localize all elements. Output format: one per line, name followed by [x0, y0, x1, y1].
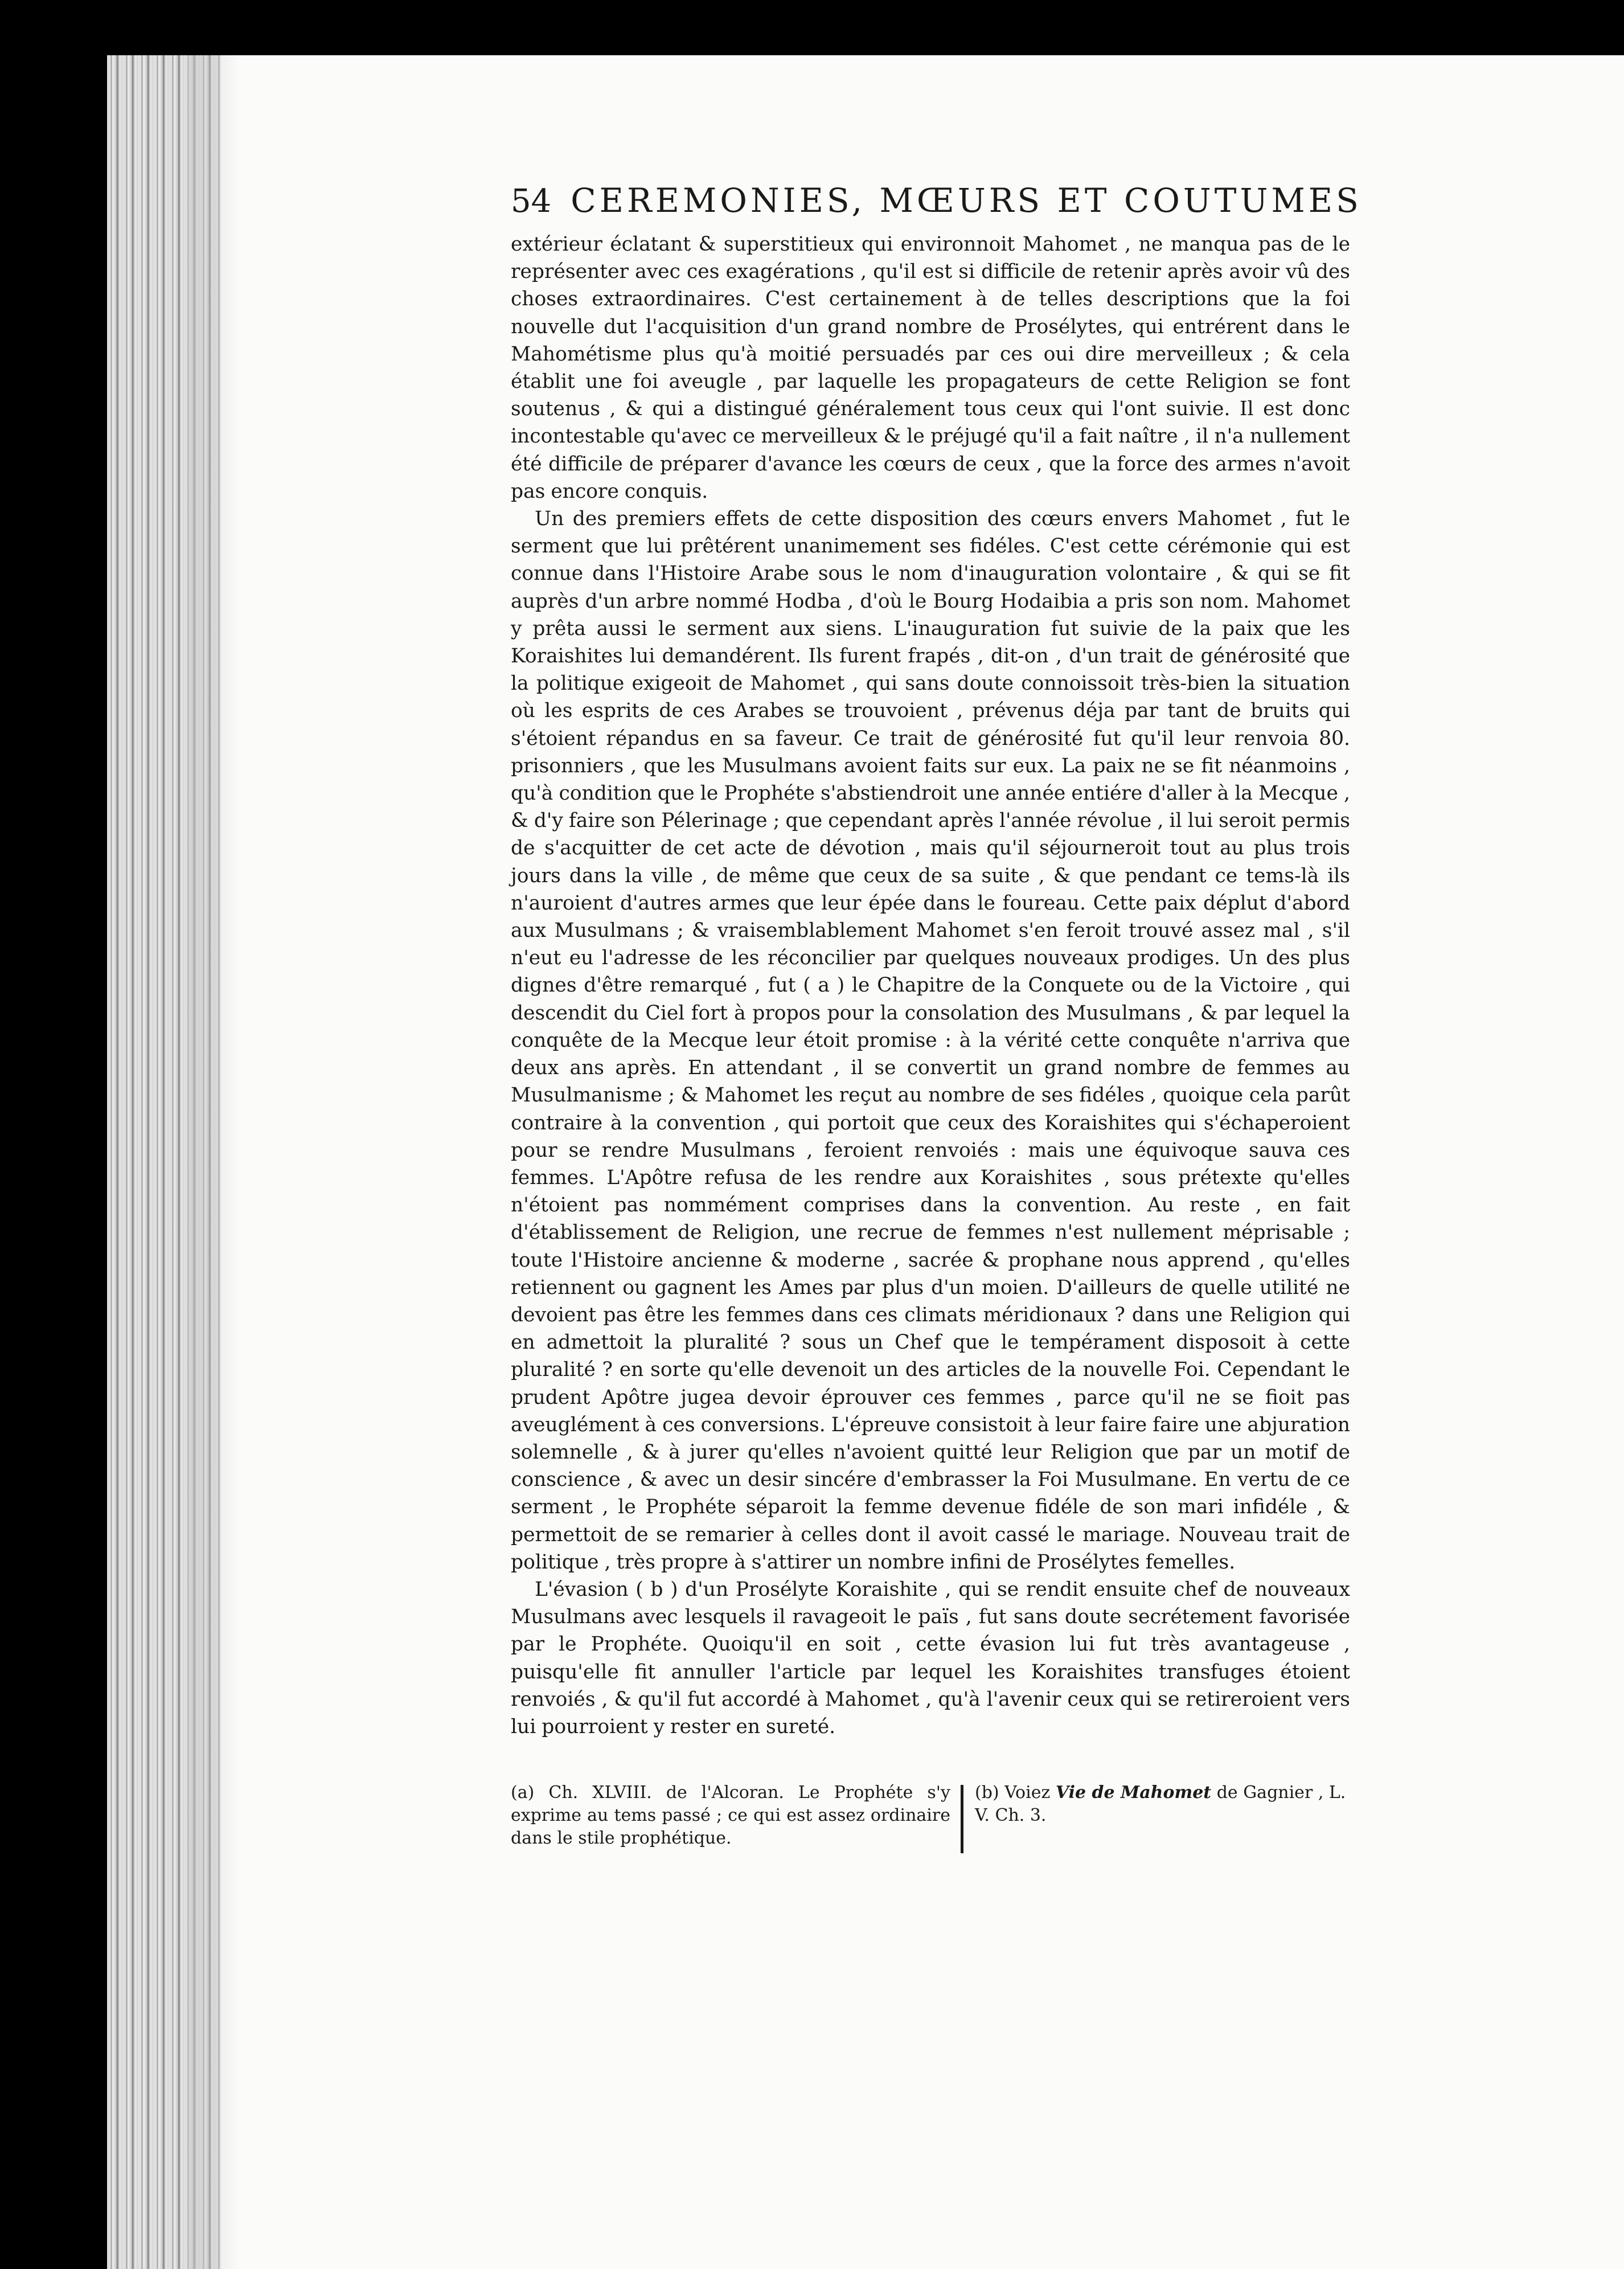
page-header	[511, 181, 1362, 227]
footnote-a: (a) Ch. XLVIII. de l'Alcoran. Le Prophéte s'y exprime au tems passé ; ce qui est assez ordinaire dans le stile prophétique.	[511, 1783, 950, 1848]
footnote-b-title: Vie de Mahomet	[1055, 1783, 1212, 1803]
paragraph-2: Un des premiers effets de cette disposition des cœurs envers Mahomet , fut le serment que lui prêtérent unanimement ses fidéles. C'est cette cérémonie qui est connue dans l'Histoire Arabe sous le nom d'inauguration volontaire , & qui se fit auprès d'un arbre nommé Hodba , d'où le Bourg Hodaibia a pris son nom. Mahomet y prêta aussi le serment aux siens. L'inauguration fut suivie de la paix que les Koraishites lui demandérent. Ils furent frapés , dit-on , d'un trait de générosité que la politique exigeoit de Mahomet , qui sans doute connoissoit très-bien la situation où les esprits de ces Arabes se trouvoient , prévenus déja par tant de bruits qui s'étoient répandus en sa faveur. Ce trait de générosité fut qu'il leur renvoia 80. prisonniers , que les Musulmans avoient faits sur eux. La paix ne se fit néanmoins , qu'à condition que le Prophéte s'abstiendroit une année entiére d'aller à la Mecque , & d'y faire son Pélerinage ; que cependant après l'année révolue , il lui seroit permis de s'acquitter de cet acte de dévotion , mais qu'il séjourneroit tout au plus trois jours dans la ville , de même que ceux de sa suite , & que pendant ce tems-là ils n'auroient d'autres armes que leur épée dans le foureau. Cette paix déplut d'abord aux Musulmans ; & vraisemblablement Mahomet s'en feroit trouvé assez mal , s'il n'eut eu l'adresse de les réconcilier par quelques nouveaux prodiges. Un des plus dignes d'être remarqué , fut ( a ) le Chapitre de la Conquete ou de la Victoire , qui descendit du Ciel fort à propos pour la consolation des Musulmans , & par lequel la conquête de la Mecque leur étoit promise : à la vérité cette conquête n'arriva que deux ans après. En attendant , il se convertit un grand nombre de femmes au Musulmanisme ; & Mahomet les reçut au nombre de ses fidéles , quoique cela parût contraire à la convention , qui portoit que ceux des Koraishites qui s'échaperoient pour se rendre Musulmans , feroient renvoiés : mais une équivoque sauva ces femmes. L'Apôtre refusa de les rendre aux Koraishites , sous prétexte qu'elles n'étoient pas nommément comprises dans la convention. Au reste , en fait d'établissement de Religion, une recrue de femmes n'est nullement méprisable ; toute l'Histoire ancienne & moderne , sacrée & prophane nous apprend , qu'elles retiennent ou gagnent les Ames par plus d'un moien. D'ailleurs de quelle utilité ne devoient pas être les femmes dans ces climats méridionaux ? dans une Religion qui en admettoit la pluralité ? sous un Chef que le tempérament disposoit à cette pluralité ? en sorte qu'elle devenoit un des articles de la nouvelle Foi. Cependant le prudent Apôtre jugea devoir éprouver ces femmes , parce qu'il ne se fioit pas aveuglément à ces conversions. L'épreuve consistoit à leur faire faire une abjuration solemnelle , & à jurer qu'elles n'avoient quitté leur Religion que par un motif de conscience , & avec un desir sincére d'embrasser la Foi Musulmane. En vertu de ce serment , le Prophéte séparoit la femme devenue fidéle de son mari infidéle , & permettoit de se remarier à celles dont il avoit cassé le mariage. Nouveau trait de politique , très propre à s'attirer un nombre infini de Prosélytes femelles.	[511, 507, 1350, 1574]
running-head: CEREMONIES, MŒURS ET COUTUMES	[571, 181, 1362, 220]
footnote-b-suffix: de Gagnier , L. V. Ch. 3.	[975, 1783, 1346, 1825]
body-text	[511, 231, 1350, 1740]
paragraph-1: extérieur éclatant & superstitieux qui environnoit Mahomet , ne manqua pas de le représenter avec ces exagérations , qu'il est si difficile de retenir après avoir vû des choses extraordinaires. C'est certainement à de telles descriptions que la foi nouvelle dut l'acquisition d'un grand nombre de Prosélytes, qui entrérent dans le Mahométisme plus qu'à moitié persuadés par ces oui dire merveilleux ; & cela établit une foi aveugle , par laquelle les propagateurs de cette Religion se font soutenus , & qui a distingué généralement tous ceux qui l'ont suivie. Il est donc incontestable qu'avec ce merveilleux & le préjugé qu'il a fait naître , il n'a nullement été difficile de préparer d'avance les cœurs de ceux , que la force des armes n'avoit pas encore conquis.	[511, 233, 1350, 503]
paragraph-3: L'évasion ( b ) d'un Prosélyte Koraishite , qui se rendit ensuite chef de nouveaux Musulmans avec lesquels il ravageoit le païs , fut sans doute secrétement favorisée par le Prophéte. Quoiqu'il en soit , cette évasion lui fut très avantageuse , puisqu'elle fit annuller l'article par lequel les Koraishites transfuges étoient renvoiés , & qu'il fut accordé à Mahomet , qu'à l'avenir ceux qui se retireroient vers lui pourroient y rester en sureté.	[511, 1578, 1350, 1738]
footnote-b	[975, 1781, 1350, 1827]
footnotes	[511, 1781, 1350, 1856]
footnote-divider	[961, 1785, 963, 1853]
footnote-b-prefix: (b) Voiez	[975, 1783, 1051, 1803]
page-number: 54	[511, 183, 552, 220]
gutter-shadow	[188, 55, 239, 2269]
